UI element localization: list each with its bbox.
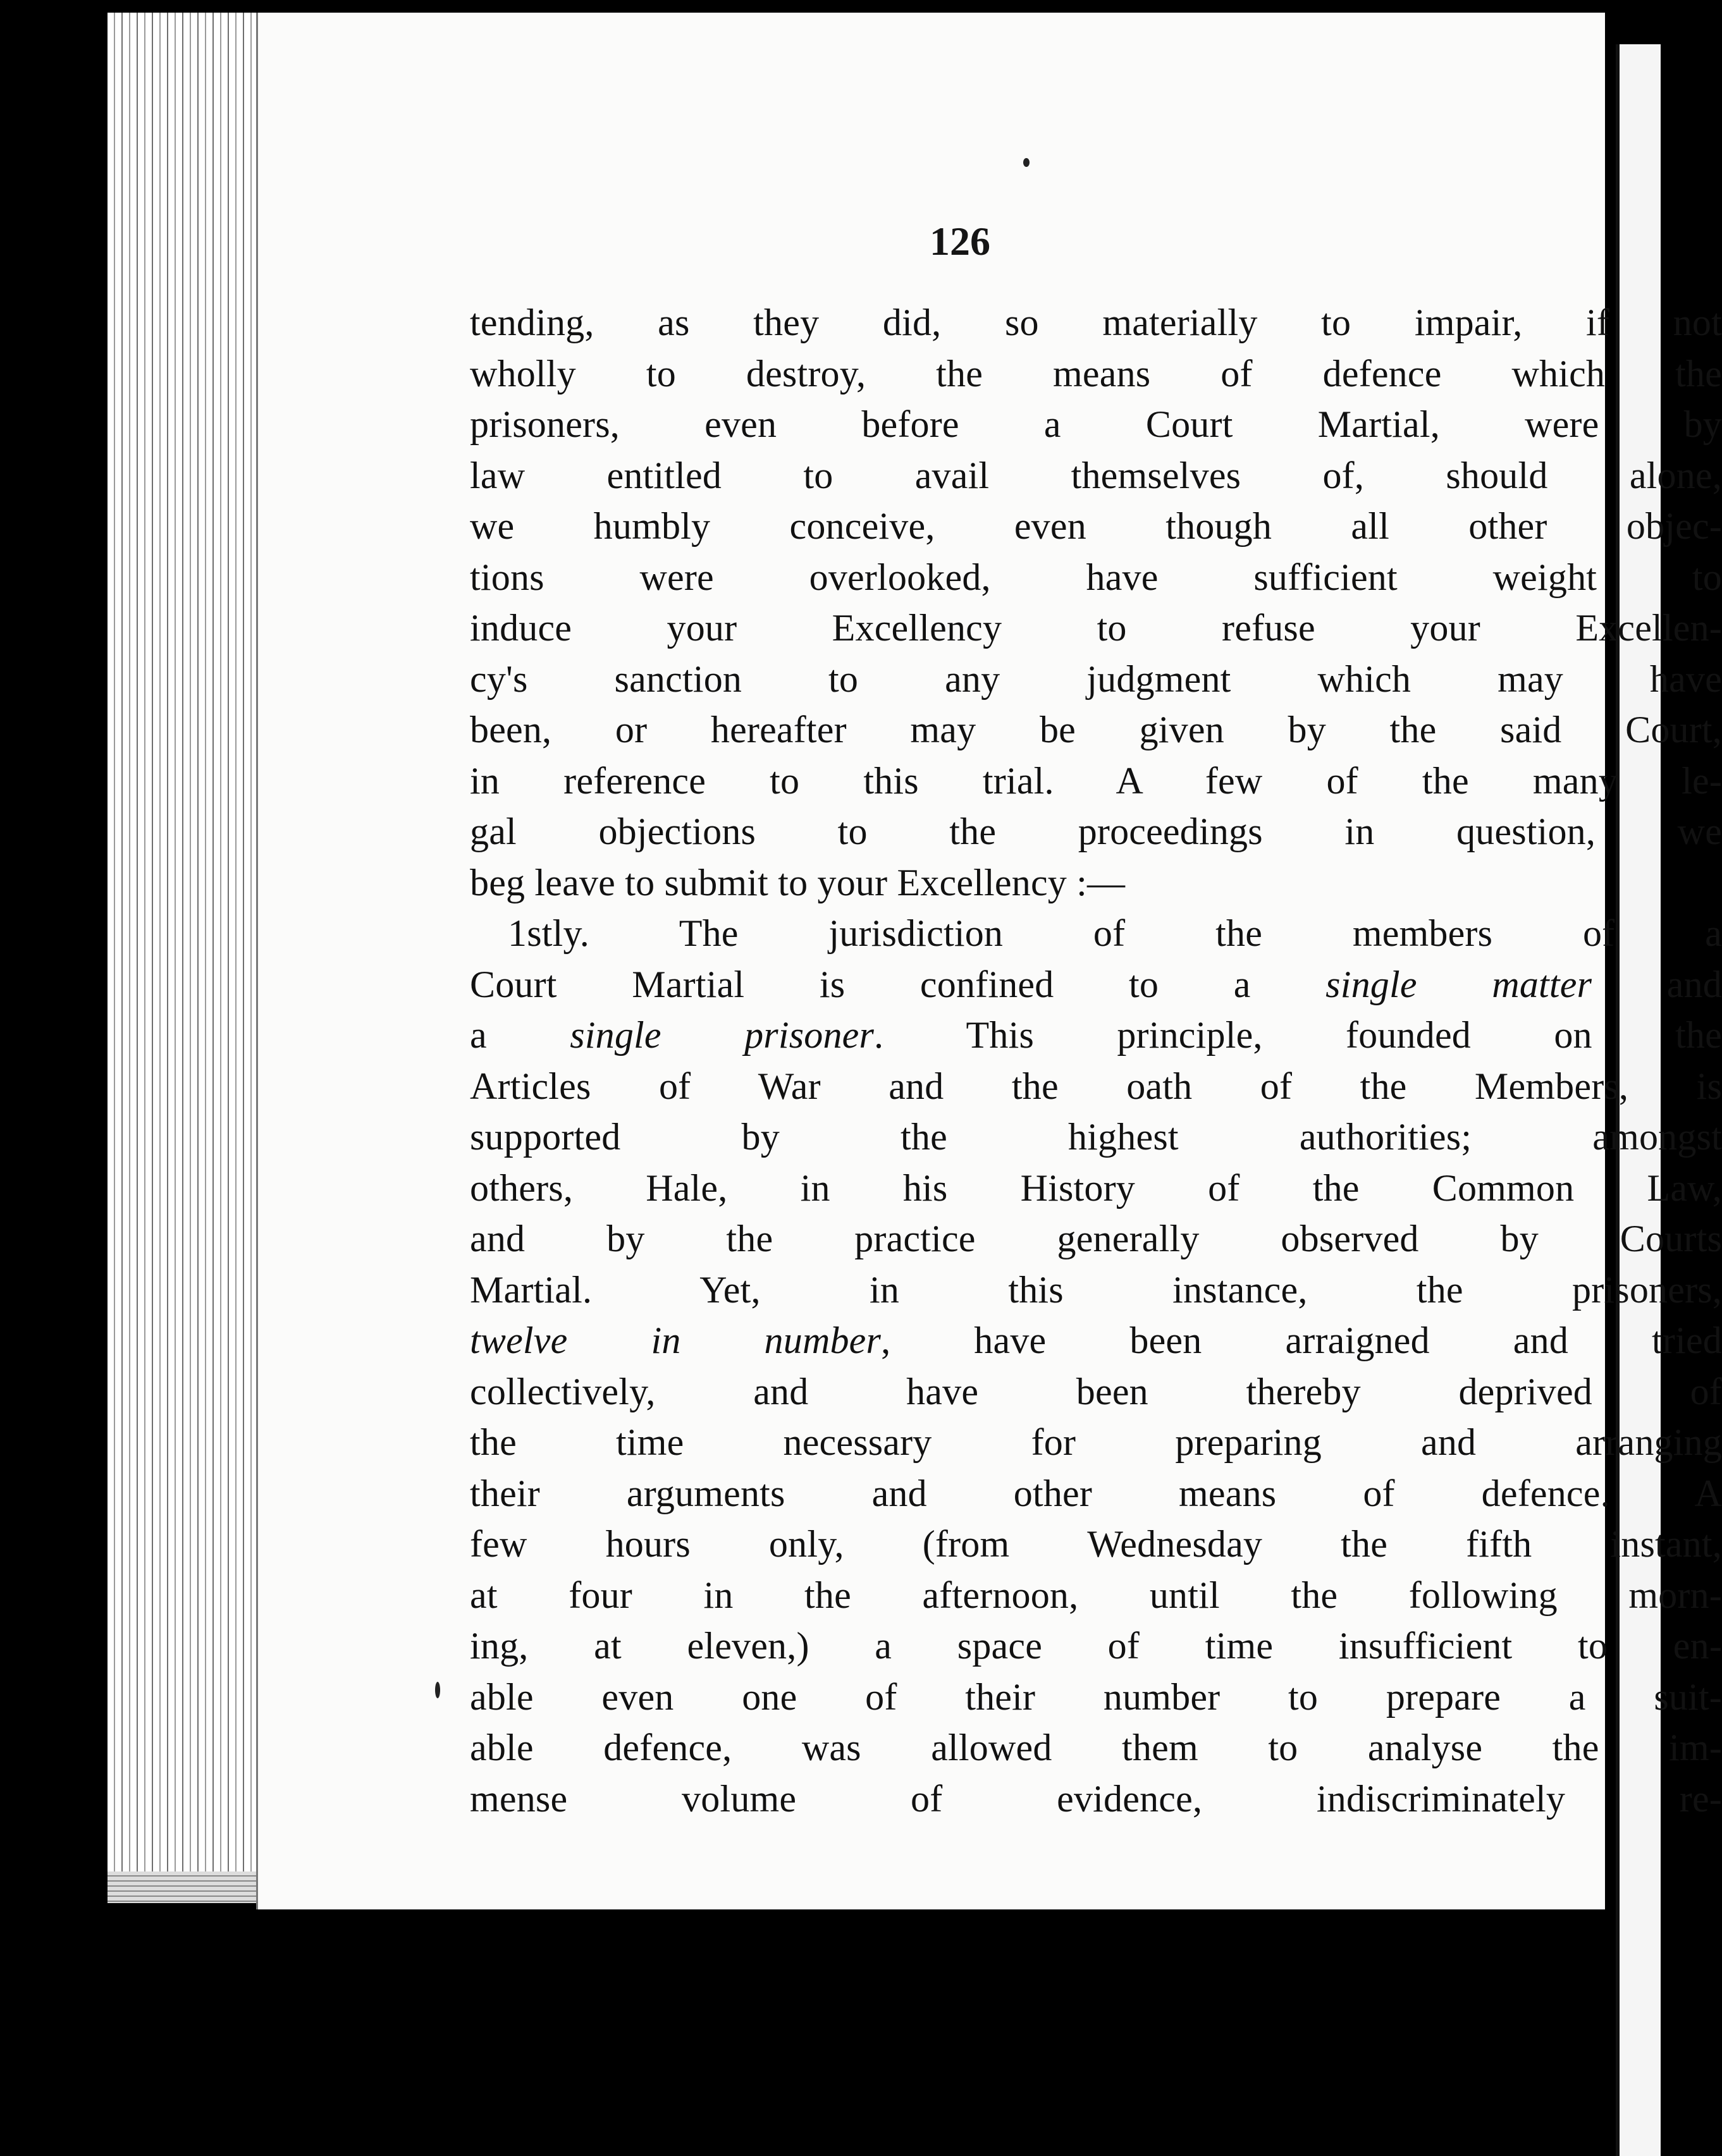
text-line <box>470 1773 1722 1825</box>
italic-phrase: single prisoner <box>570 1014 875 1056</box>
text-line <box>470 1722 1722 1773</box>
text-segment: able defence, was allowed them to analyse the im- <box>470 1727 1722 1768</box>
book-page <box>256 13 1722 1909</box>
text-line <box>470 1468 1722 1519</box>
text-line <box>470 1213 1722 1265</box>
text-segment: tending, as they did, so materially to impair, if not <box>470 302 1722 343</box>
print-speck <box>435 1682 440 1698</box>
text-segment: wholly to destroy, the means of defence which the <box>470 352 1722 395</box>
text-segment: their arguments and other means of defence. A <box>470 1472 1722 1514</box>
text-segment: few hours only, (from Wednesday the fifth instant, <box>470 1523 1722 1565</box>
text-line <box>470 348 1722 400</box>
text-segment: the time necessary for preparing and arranging <box>470 1421 1722 1463</box>
italic-phrase: single matter <box>1325 963 1592 1005</box>
italic-phrase: twelve in number <box>470 1320 882 1361</box>
text-segment: induce your Excellency to refuse your Excellen- <box>470 607 1722 649</box>
text-line <box>470 1061 1722 1112</box>
text-line <box>470 297 1722 348</box>
text-line <box>470 1366 1722 1418</box>
text-line <box>470 959 1722 1010</box>
text-line <box>470 1417 1722 1468</box>
text-line <box>470 1265 1722 1316</box>
text-segment: others, Hale, in his History of the Common Law, <box>470 1167 1722 1209</box>
text-segment: Martial. Yet, in this instance, the prisoners, <box>470 1268 1722 1311</box>
text-segment: and <box>1592 963 1722 1005</box>
body-text <box>470 297 1722 1824</box>
text-line <box>470 704 1722 756</box>
text-line <box>470 1570 1722 1621</box>
text-segment: tions were overlooked, have sufficient weight to <box>470 556 1722 598</box>
text-segment: ing, at eleven,) a space of time insufficient to en- <box>470 1625 1722 1667</box>
text-segment: , have been arraigned and tried <box>881 1320 1722 1361</box>
text-line <box>470 552 1722 603</box>
text-segment: supported by the highest authorities; amongst <box>470 1116 1722 1158</box>
text-line <box>470 1163 1722 1214</box>
text-segment: a <box>470 1014 570 1056</box>
text-line <box>470 1010 1722 1061</box>
text-line <box>470 908 1722 959</box>
text-line <box>470 857 1722 909</box>
text-line <box>470 603 1722 654</box>
page-number: 126 <box>930 219 990 264</box>
text-segment: prisoners, even before a Court Martial, were by <box>470 403 1722 445</box>
text-segment: gal objections to the proceedings in question, we <box>470 811 1722 852</box>
text-segment: at four in the afternoon, until the following morn- <box>470 1574 1722 1616</box>
text-segment: we humbly conceive, even though all other objec- <box>470 505 1722 547</box>
text-line <box>470 501 1722 552</box>
text-line <box>470 450 1722 501</box>
text-segment: in reference to this trial. A few of the many le- <box>470 759 1722 802</box>
text-line <box>470 1315 1722 1366</box>
text-line <box>470 1112 1722 1163</box>
text-segment: . This principle, founded on the <box>874 1014 1722 1056</box>
text-line <box>470 1620 1722 1672</box>
text-segment: mense volume of evidence, indiscriminately re- <box>470 1777 1722 1820</box>
text-line <box>470 806 1722 857</box>
text-segment: beg leave to submit to your Excellency :— <box>470 861 1126 903</box>
text-line <box>470 654 1722 705</box>
text-segment: able even one of their number to prepare a suit- <box>470 1675 1722 1718</box>
text-segment: and by the practice generally observed by Courts <box>470 1218 1722 1259</box>
book-page-edges <box>108 13 272 1902</box>
print-speck <box>1023 158 1030 167</box>
text-line <box>470 1519 1722 1570</box>
text-segment: law entitled to avail themselves of, should alone, <box>470 454 1722 496</box>
text-segment: been, or hereafter may be given by the said Court, <box>470 709 1722 750</box>
text-line <box>470 399 1722 450</box>
text-segment: Articles of War and the oath of the Members, is <box>470 1065 1722 1107</box>
text-segment: Court Martial is confined to a <box>470 963 1326 1005</box>
text-line <box>470 756 1722 807</box>
text-segment: collectively, and have been thereby deprived of <box>470 1370 1722 1412</box>
text-line <box>470 1672 1722 1723</box>
text-segment: cy's sanction to any judgment which may have <box>470 658 1722 700</box>
text-segment: 1stly. The jurisdiction of the members of a <box>508 912 1722 954</box>
